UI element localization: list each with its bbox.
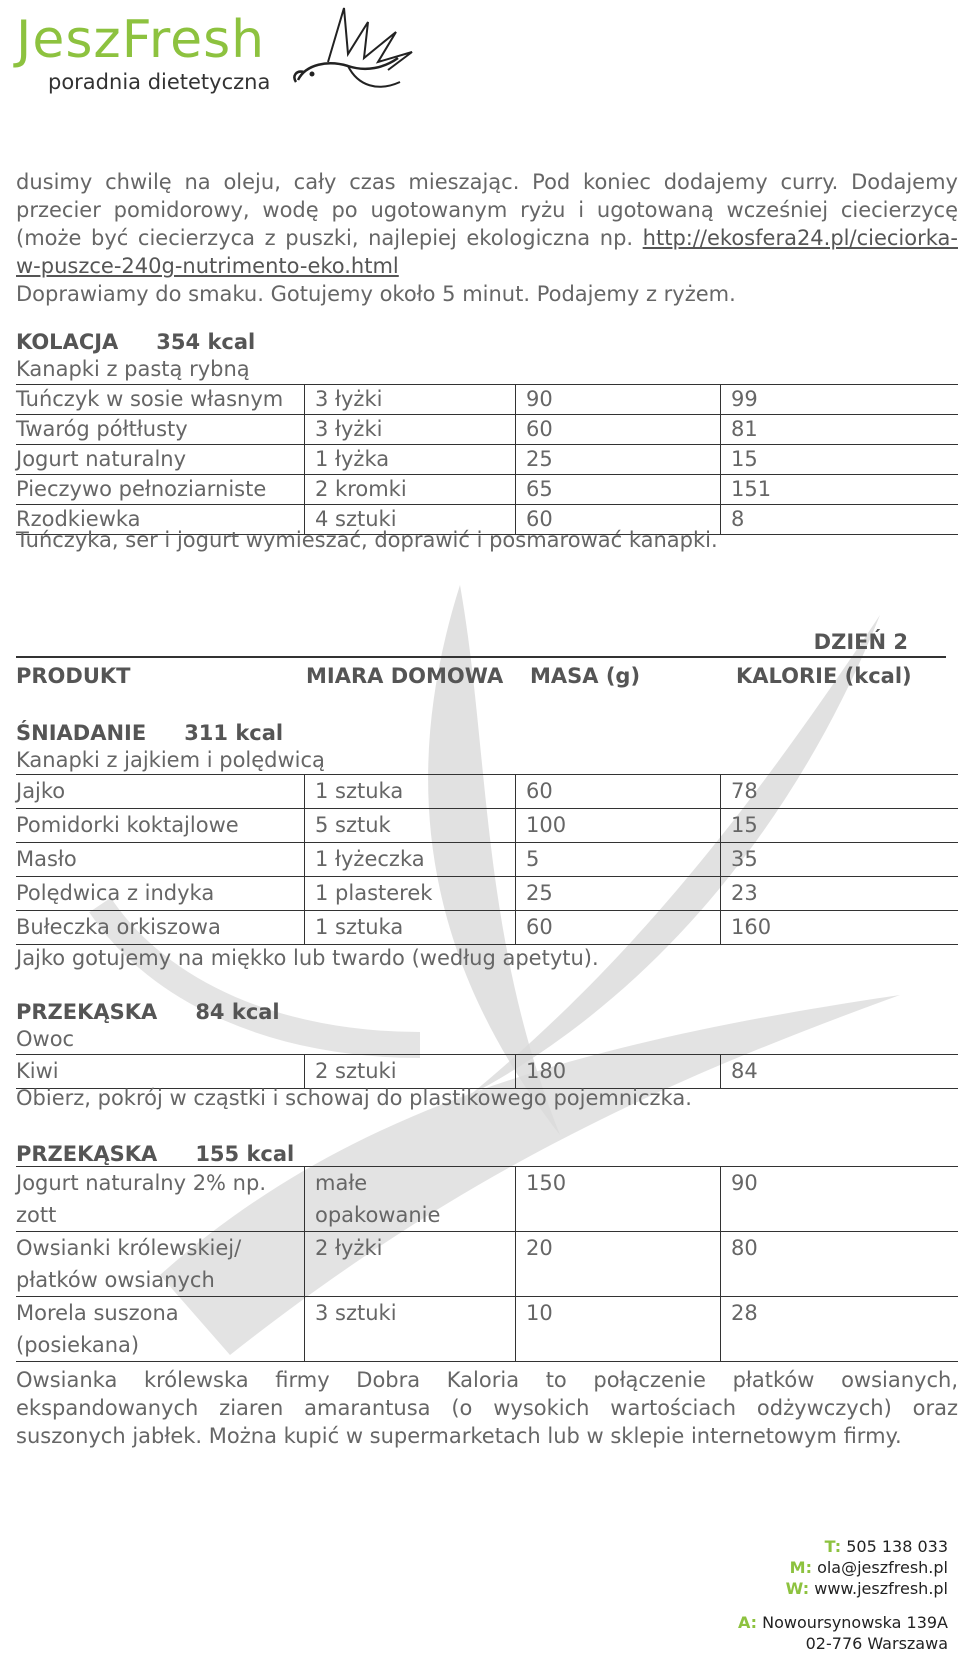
footer-contact (786, 1536, 948, 1599)
footer-web (786, 1578, 948, 1599)
miara-cell: 2 sztuki (305, 1055, 516, 1089)
meal-title: PRZEKĄSKA (16, 1142, 158, 1166)
web-value: www.jeszfresh.pl (814, 1579, 948, 1598)
masa-cell: 5 (516, 843, 721, 877)
intro-text-after-link: Doprawiamy do smaku. Gotujemy około 5 minut. Podajemy z ryżem. (16, 282, 736, 306)
meal-title: ŚNIADANIE (16, 721, 147, 745)
produkt-line: Morela suszona (16, 1301, 179, 1325)
meal-title: PRZEKĄSKA (16, 1000, 158, 1024)
ekosfera-link[interactable]: http://ekosfera24.pl/cieciorka-w-puszce-240g-nutrimento-eko.html (16, 226, 958, 278)
produkt-line: Jogurt naturalny 2% np. (16, 1171, 267, 1195)
table-row (16, 415, 958, 445)
sniadanie-heading (16, 721, 283, 745)
kalorie-cell: 160 (721, 911, 959, 945)
column-header-kalorie: KALORIE (kcal) (736, 664, 912, 688)
sniadanie-table (16, 774, 958, 945)
kalorie-cell: 15 (721, 445, 959, 475)
meal-kcal: 84 kcal (195, 1000, 280, 1024)
table-row (16, 775, 958, 809)
meal-kcal: 311 kcal (184, 721, 284, 745)
day-label: DZIEŃ 2 (813, 630, 908, 654)
miara-line: małe (315, 1171, 368, 1195)
produkt-line: Owsianki królewskiej/ (16, 1236, 242, 1260)
miara-line: opakowanie (315, 1203, 441, 1227)
table-row (16, 1232, 958, 1297)
email-label: M: (789, 1558, 812, 1577)
produkt-line: płatków owsianych (16, 1268, 215, 1292)
column-header-miara: MIARA DOMOWA (306, 664, 504, 688)
email-value: ola@jeszfresh.pl (817, 1558, 948, 1577)
produkt-cell: Bułeczka orkiszowa (16, 915, 221, 939)
table-row (16, 445, 958, 475)
recipe-intro-text (16, 168, 958, 308)
table-row (16, 843, 958, 877)
kalorie-cell: 35 (721, 843, 959, 877)
produkt-line: (posiekana) (16, 1333, 140, 1357)
footer-email (786, 1557, 948, 1578)
column-header-row (16, 656, 946, 692)
kalorie-cell: 78 (721, 775, 959, 809)
miara-cell: 1 sztuka (305, 911, 516, 945)
kalorie-cell: 15 (721, 809, 959, 843)
miara-cell: 3 łyżki (305, 385, 516, 415)
produkt-cell (16, 1297, 305, 1362)
footer-street (738, 1612, 948, 1633)
produkt-cell: Jogurt naturalny (16, 447, 187, 471)
column-header-produkt: PRODUKT (16, 664, 131, 688)
masa-cell: 100 (516, 809, 721, 843)
przekaska2-note: Owsianka królewska firmy Dobra Kaloria to połączenie płatków owsianych, ekspandowanych ziaren amarantusa (o wysokich wartościach odżywczych) oraz suszonych jabłek. Można kupić w supermarketach lub w sklepie internetowym firmy. (16, 1368, 958, 1448)
przekaska1-dish: Owoc (16, 1027, 75, 1051)
kolacja-dish: Kanapki z pastą rybną (16, 357, 250, 381)
masa-cell: 20 (516, 1232, 721, 1297)
masa-cell: 60 (516, 911, 721, 945)
produkt-cell: Jajko (16, 779, 66, 803)
przekaska1-note: Obierz, pokrój w cząstki i schowaj do plastikowego pojemniczka. (16, 1086, 692, 1110)
meal-title: KOLACJA (16, 330, 119, 354)
produkt-cell (16, 1167, 305, 1232)
meal-kcal: 354 kcal (156, 330, 256, 354)
miara-cell (305, 1167, 516, 1232)
kalorie-cell: 23 (721, 877, 959, 911)
produkt-cell: Twaróg półtłusty (16, 417, 188, 441)
produkt-line: zott (16, 1203, 57, 1227)
table-row (16, 911, 958, 945)
footer-city: 02-776 Warszawa (805, 1634, 948, 1653)
kolacja-heading (16, 330, 255, 354)
phone-label: T: (824, 1537, 842, 1556)
miara-cell: 1 łyżeczka (305, 843, 516, 877)
table-row (16, 1167, 958, 1232)
miara-cell: 2 kromki (305, 475, 516, 505)
kalorie-cell: 90 (721, 1167, 959, 1232)
masa-cell: 10 (516, 1297, 721, 1362)
przekaska2-table (16, 1166, 958, 1362)
table-row (16, 1055, 958, 1089)
przekaska1-heading (16, 1000, 280, 1024)
masa-cell: 60 (516, 505, 721, 535)
kolacja-table (16, 384, 958, 535)
produkt-cell: Polędwica z indyka (16, 881, 215, 905)
table-row (16, 475, 958, 505)
table-row (16, 1297, 958, 1362)
masa-cell: 90 (516, 385, 721, 415)
table-row (16, 809, 958, 843)
footer-phone (786, 1536, 948, 1557)
meal-kcal: 155 kcal (195, 1142, 295, 1166)
produkt-cell: Kiwi (16, 1059, 59, 1083)
produkt-cell: Pieczywo pełnoziarniste (16, 477, 267, 501)
kalorie-cell: 84 (721, 1055, 959, 1089)
kolacja-note: Tuńczyka, ser i jogurt wymieszać, doprawić i posmarować kanapki. (16, 528, 718, 552)
web-label: W: (785, 1579, 810, 1598)
miara-cell: 1 plasterek (305, 877, 516, 911)
kalorie-cell: 151 (721, 475, 959, 505)
masa-cell: 60 (516, 775, 721, 809)
kalorie-cell: 81 (721, 415, 959, 445)
masa-cell: 65 (516, 475, 721, 505)
table-row (16, 385, 958, 415)
miara-cell (305, 1297, 516, 1362)
masa-cell: 150 (516, 1167, 721, 1232)
produkt-cell: Tuńczyk w sosie własnym (16, 387, 284, 411)
kalorie-cell: 99 (721, 385, 959, 415)
produkt-cell: Rzodkiewka (16, 507, 141, 531)
przekaska1-table (16, 1054, 958, 1089)
brand-name: JeszFresh (16, 10, 266, 70)
produkt-cell (16, 1232, 305, 1297)
sniadanie-note: Jajko gotujemy na miękko lub twardo (według apetytu). (16, 946, 599, 970)
masa-cell: 25 (516, 877, 721, 911)
miara-line: 2 łyżki (315, 1236, 383, 1260)
przekaska2-heading (16, 1142, 294, 1166)
address-label: A: (737, 1613, 758, 1632)
miara-line: 3 sztuki (315, 1301, 397, 1325)
miara-cell: 1 sztuka (305, 775, 516, 809)
masa-cell: 180 (516, 1055, 721, 1089)
masa-cell: 25 (516, 445, 721, 475)
miara-cell (305, 1232, 516, 1297)
produkt-cell: Pomidorki koktajlowe (16, 813, 239, 837)
footer-address (738, 1612, 948, 1654)
table-row (16, 877, 958, 911)
brand-tagline: poradnia dietetyczna (48, 70, 271, 94)
produkt-cell: Masło (16, 847, 77, 871)
kalorie-cell: 28 (721, 1297, 959, 1362)
hedgehog-logo-icon (288, 2, 418, 97)
column-header-masa: MASA (g) (530, 664, 641, 688)
miara-cell: 4 sztuki (305, 505, 516, 535)
sniadanie-dish: Kanapki z jajkiem i polędwicą (16, 748, 325, 772)
miara-cell: 1 łyżka (305, 445, 516, 475)
miara-cell: 5 sztuk (305, 809, 516, 843)
address-value: Nowoursynowska 139A (762, 1613, 948, 1632)
kalorie-cell: 80 (721, 1232, 959, 1297)
intro-text-before-link: dusimy chwilę na oleju, cały czas mieszając. Pod koniec dodajemy curry. Dodajemy przecier pomidorowy, wodę po ugotowanym ryżu i ugotowaną wcześniej ciecierzycę (może być ciecierzyca z puszki, najlepiej ekologiczna np. (16, 170, 958, 250)
phone-value: 505 138 033 (846, 1537, 948, 1556)
miara-cell: 3 łyżki (305, 415, 516, 445)
kalorie-cell: 8 (721, 505, 959, 535)
masa-cell: 60 (516, 415, 721, 445)
